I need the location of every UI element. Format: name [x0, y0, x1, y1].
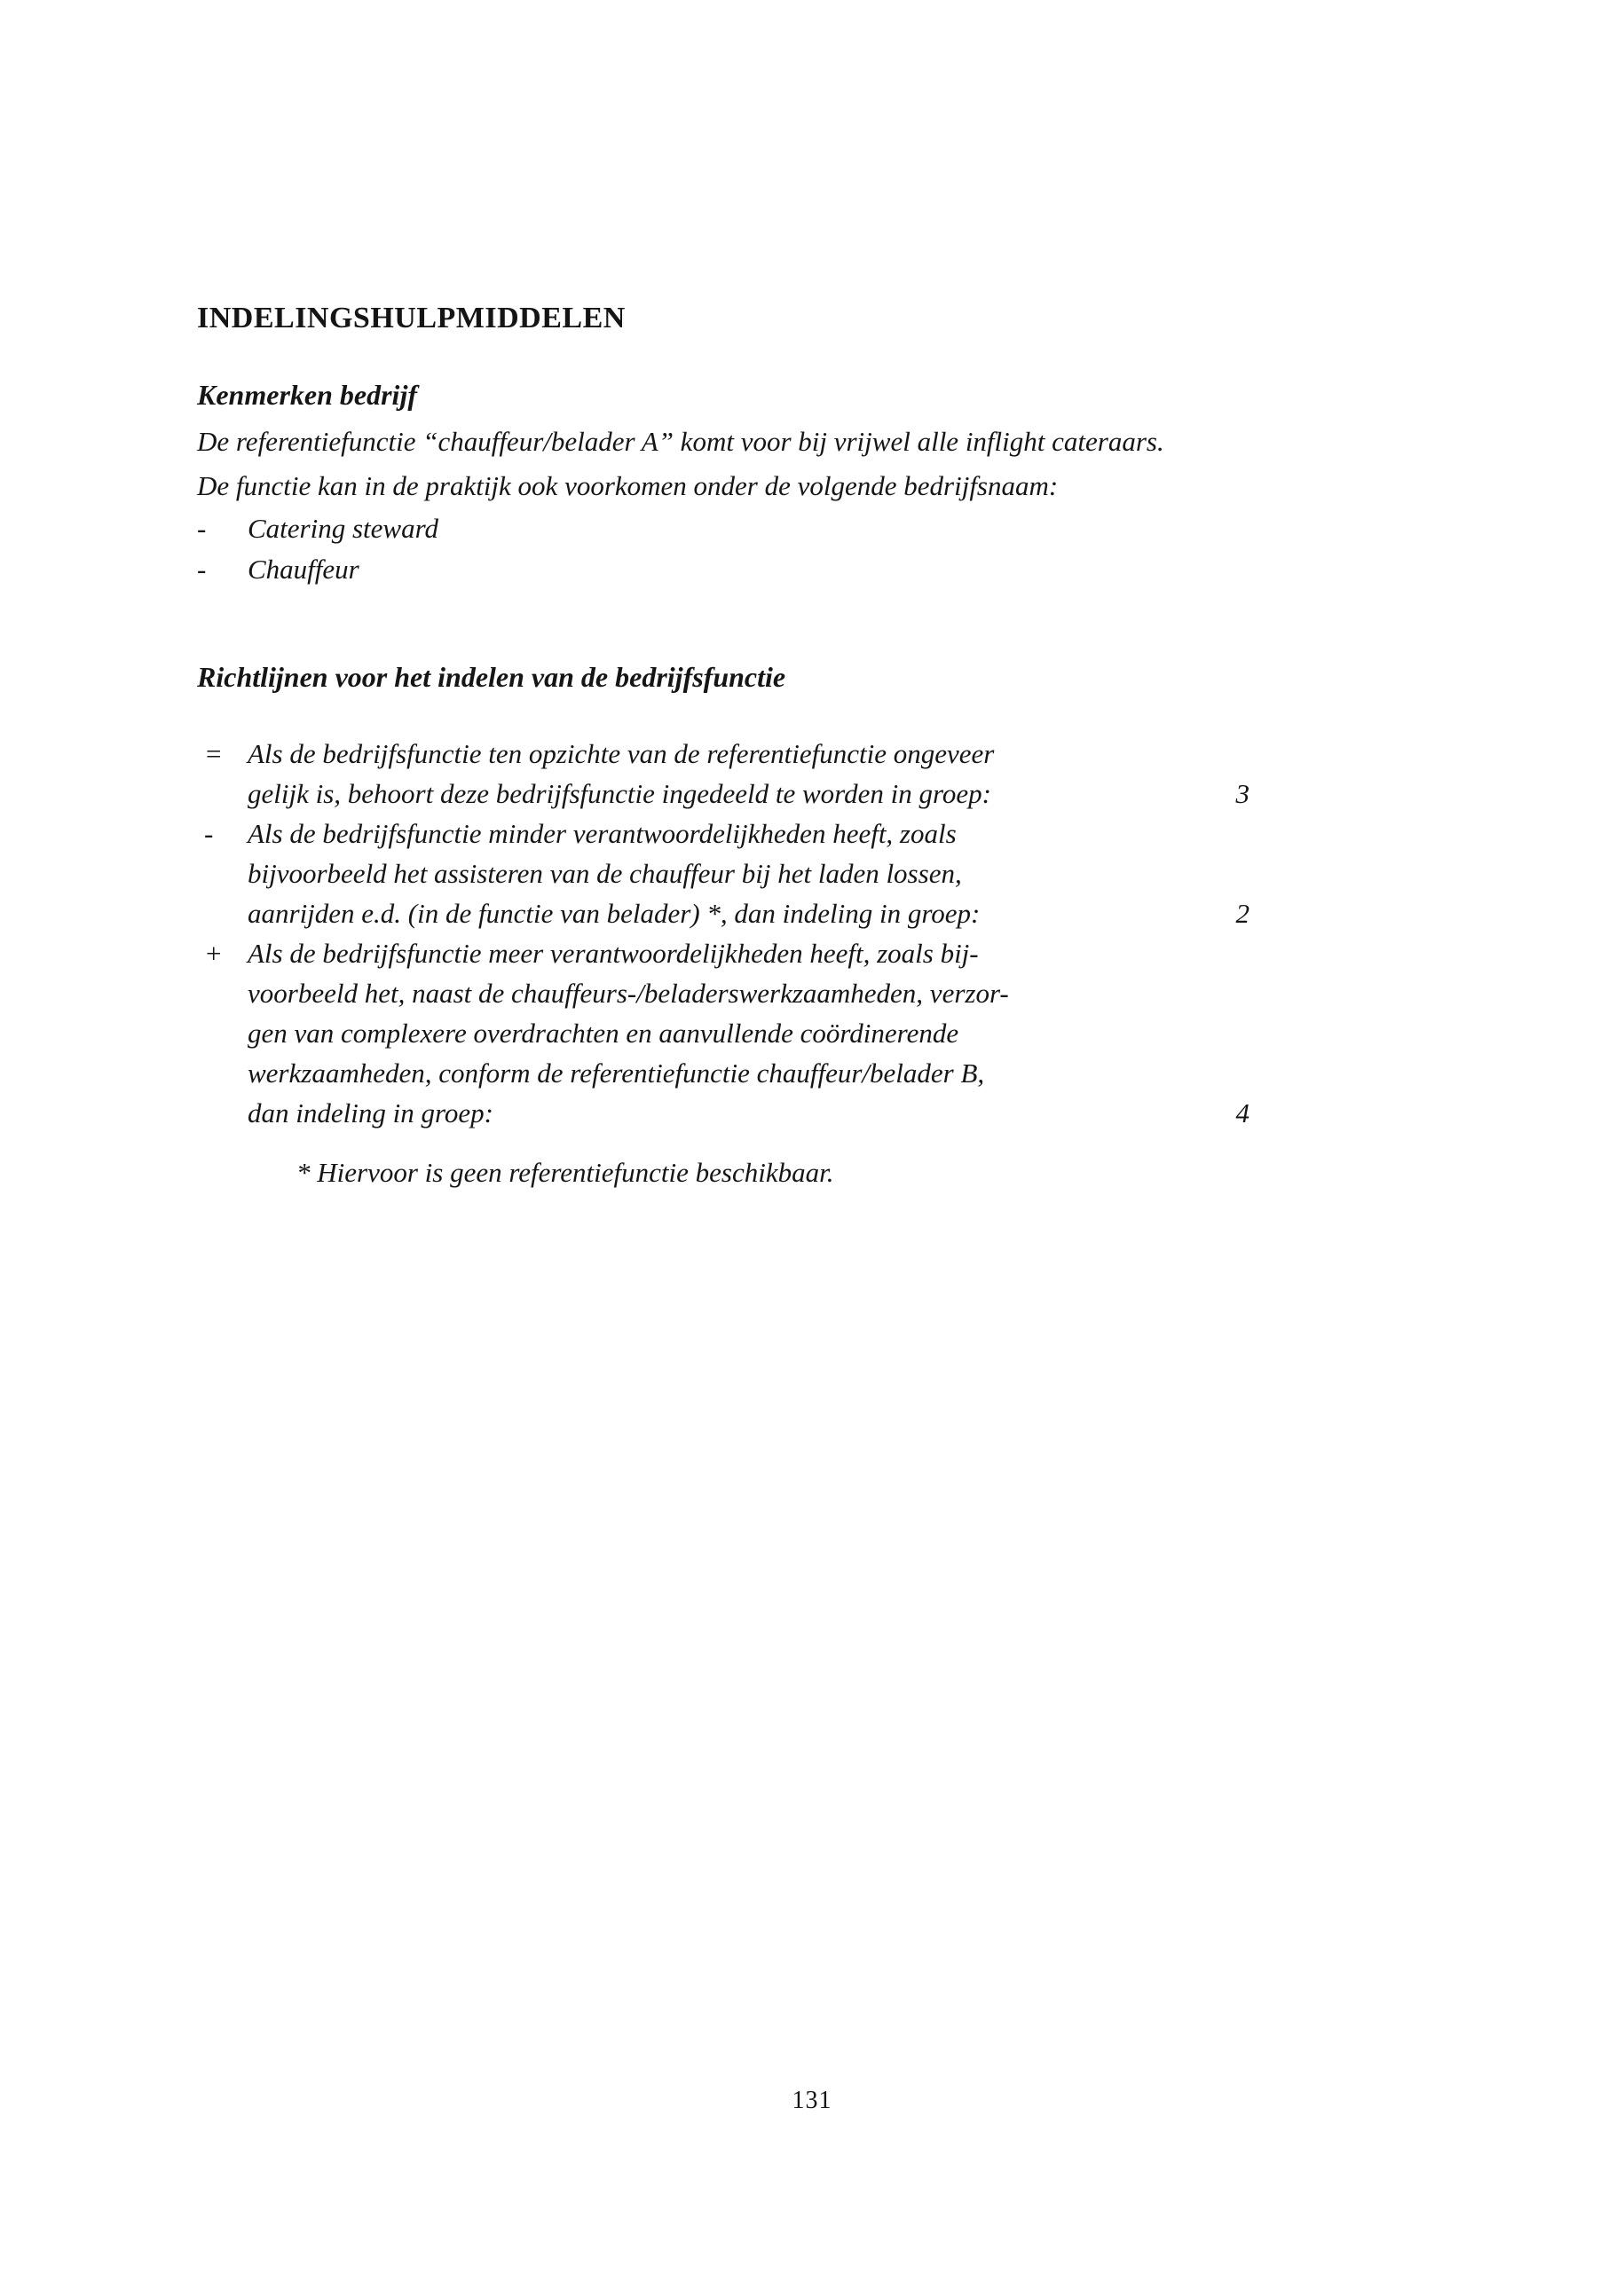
richtlijnen-heading: Richtlijnen voor het indelen van de bedrijfsfunctie	[197, 661, 786, 693]
bullet-marker: -	[197, 513, 207, 544]
guideline-line: Als de bedrijfsfunctie minder verantwoordelijkheden heeft, zoals	[248, 818, 957, 849]
section-kenmerken-bedrijf	[197, 377, 1255, 590]
guidelines-list	[197, 734, 1255, 1133]
guideline-marker: -	[204, 818, 214, 849]
kenmerken-paragraph-2: De functie kan in de praktijk ook voorkomen onder de volgende bedrijfsnaam:	[197, 470, 1059, 501]
bullet-label: Catering steward	[248, 513, 439, 544]
guideline-item-plus	[197, 933, 1255, 1133]
page-number: 131	[792, 2087, 832, 2114]
guideline-text	[248, 734, 1173, 814]
guideline-line: aanrijden e.d. (in de functie van belader) *, dan indeling in groep:	[248, 898, 981, 929]
guideline-marker: +	[204, 938, 223, 969]
guideline-line: gelijk is, behoort deze bedrijfsfunctie ingedeeld te worden in groep:	[248, 778, 991, 809]
bullet-item-chauffeur	[197, 549, 1255, 590]
guideline-line: werkzaamheden, conform de referentiefunctie chauffeur/belader B,	[248, 1058, 985, 1089]
group-number: 4	[1235, 1097, 1250, 1128]
guideline-marker: =	[204, 738, 223, 769]
guideline-line: voorbeeld het, naast de chauffeurs-/beladerswerkzaamheden, verzor-	[248, 978, 1009, 1009]
footnote: * Hiervoor is geen referentiefunctie beschikbaar.	[296, 1157, 834, 1188]
kenmerken-heading: Kenmerken bedrijf	[197, 379, 417, 411]
bullet-item-catering-steward	[197, 508, 1255, 549]
guideline-line: Als de bedrijfsfunctie meer verantwoordelijkheden heeft, zoals bij-	[248, 938, 979, 969]
group-number: 3	[1235, 778, 1250, 809]
guideline-line: bijvoorbeeld het assisteren van de chauffeur bij het laden lossen,	[248, 858, 962, 889]
guideline-item-equal	[197, 734, 1255, 814]
guideline-item-minus	[197, 814, 1255, 933]
guideline-text	[248, 814, 1173, 933]
section-richtlijnen	[197, 659, 1255, 1192]
bullet-marker: -	[197, 554, 207, 585]
page-title: INDELINGSHULPMIDDELEN	[197, 302, 626, 334]
document-content	[197, 300, 1255, 1192]
bullet-label: Chauffeur	[248, 554, 359, 585]
kenmerken-paragraph-1: De referentiefunctie “chauffeur/belader A” komt voor bij vrijwel alle inflight cateraars.	[197, 426, 1164, 457]
group-number: 2	[1235, 898, 1250, 929]
guideline-line: Als de bedrijfsfunctie ten opzichte van de referentiefunctie ongeveer	[248, 738, 995, 769]
guideline-line: dan indeling in groep:	[248, 1097, 493, 1128]
guideline-text	[248, 933, 1173, 1133]
guideline-line: gen van complexere overdrachten en aanvullende coördinerende	[248, 1018, 959, 1049]
